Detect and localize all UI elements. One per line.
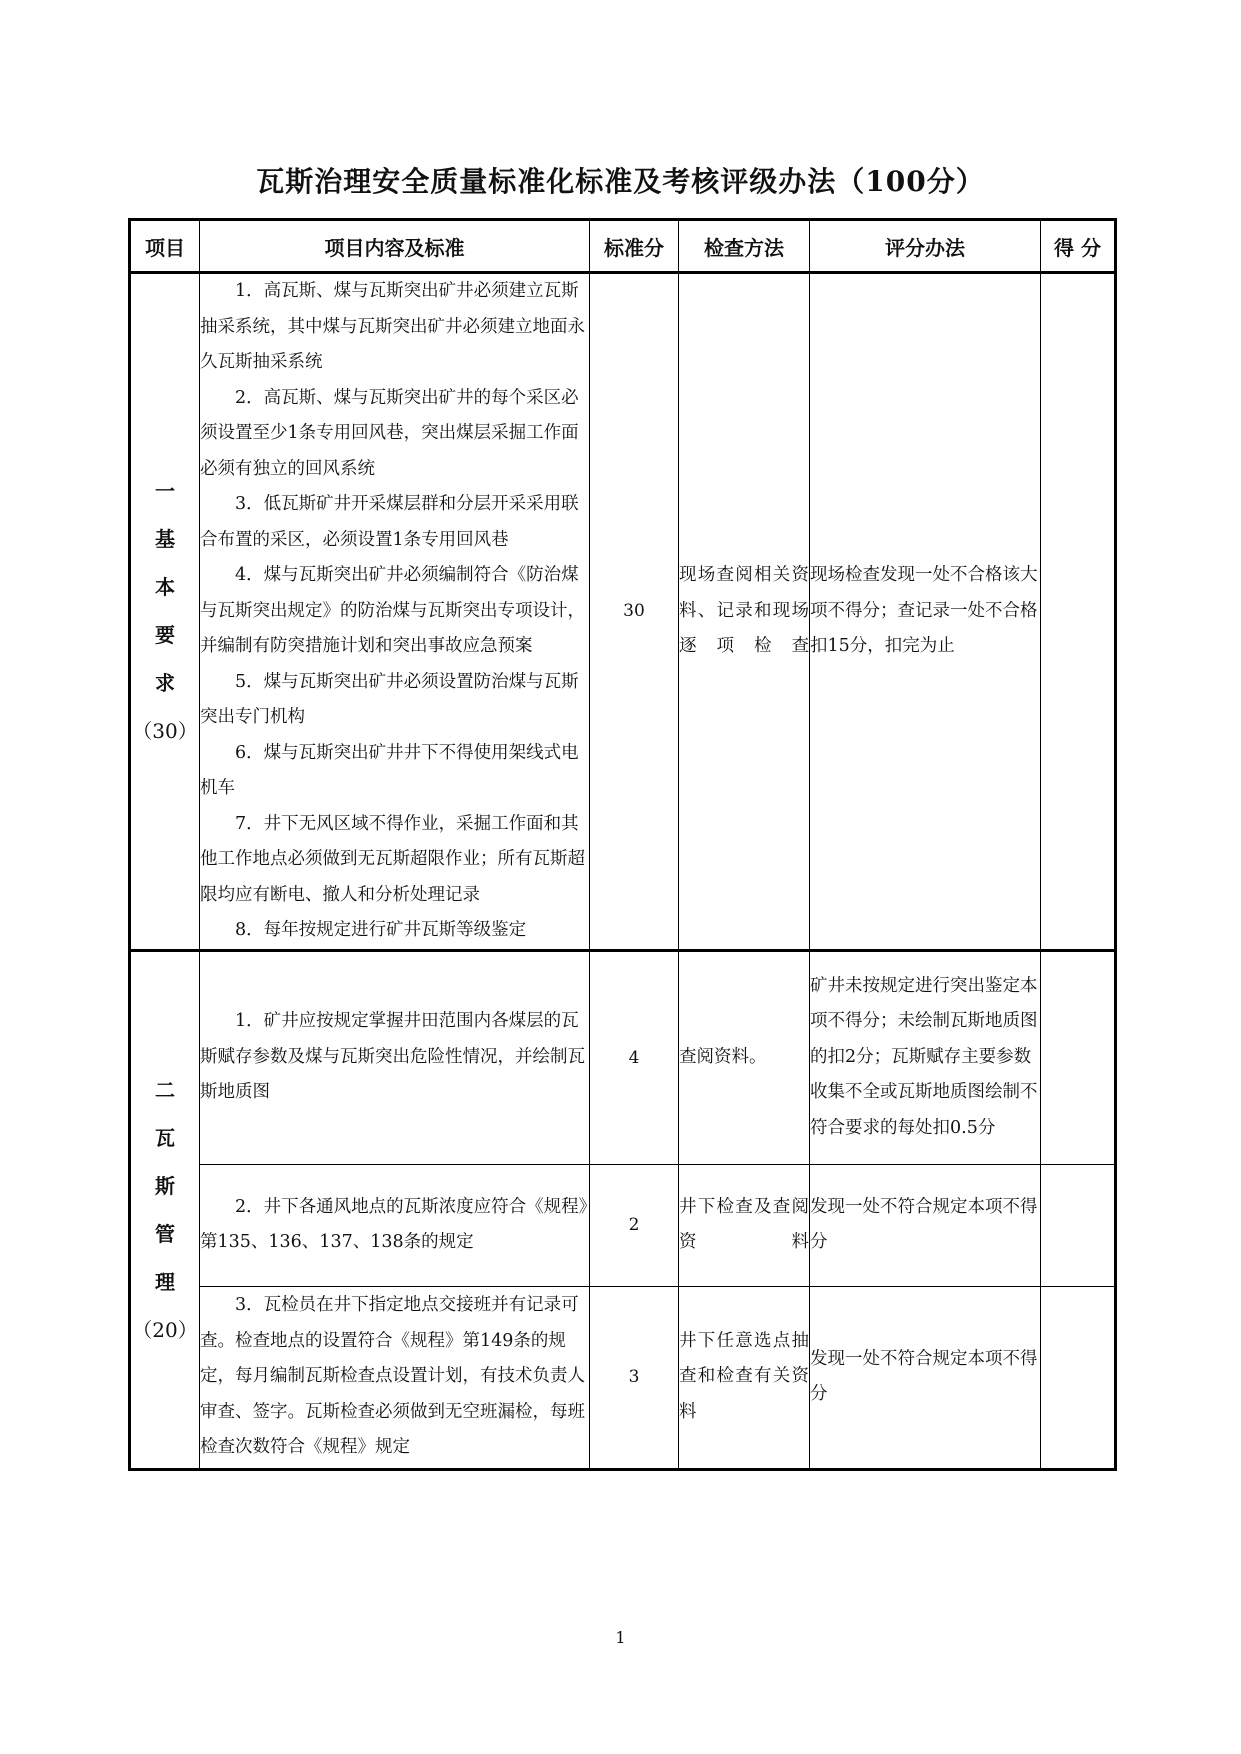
score-cell — [1041, 1164, 1116, 1286]
standards-table — [128, 218, 1117, 1471]
content-cell — [200, 950, 590, 1164]
section-name-char: 求 — [155, 671, 175, 696]
std-score-cell: 30 — [590, 273, 679, 951]
score-cell — [1041, 273, 1116, 951]
section-points: （30） — [132, 719, 198, 744]
page-title: 瓦斯治理安全质量标准化标准及考核评级办法（100分） — [256, 165, 985, 198]
section-points: （20） — [132, 1317, 198, 1342]
section-name-char: 理 — [155, 1269, 175, 1294]
method-cell: 查阅资料。 — [679, 950, 810, 1164]
section-label — [130, 273, 200, 951]
section-number: 一 — [155, 479, 175, 504]
std-score-cell: 4 — [590, 950, 679, 1164]
content-item: 2．井下各通风地点的瓦斯浓度应符合《规程》第135、136、137、138条的规定 — [200, 1196, 588, 1252]
content-item: 1．高瓦斯、煤与瓦斯突出矿井必须建立瓦斯抽采系统，其中煤与瓦斯突出矿井必须建立地面永久瓦斯抽采系统 — [200, 281, 585, 372]
std-score-cell: 2 — [590, 1164, 679, 1286]
content-item: 8．每年按规定进行矿井瓦斯等级鉴定 — [235, 920, 527, 940]
content-item: 5．煤与瓦斯突出矿井必须设置防治煤与瓦斯突出专门机构 — [200, 671, 579, 727]
section-name-char: 要 — [155, 623, 175, 648]
content-item: 7．井下无风区域不得作业，采掘工作面和其他工作地点必须做到无瓦斯超限作业；所有瓦斯超限均应有断电、撤人和分析处理记录 — [200, 813, 585, 905]
header-method: 检查方法 — [679, 220, 810, 273]
page-number: 1 — [615, 1628, 626, 1647]
score-cell — [1041, 1286, 1116, 1469]
section-name-char: 基 — [155, 527, 175, 552]
content-item: 3．瓦检员在井下指定地点交接班并有记录可查。检查地点的设置符合《规程》第149条的规定，每月编制瓦斯检查点设置计划，有技术负责人审查、签字。瓦斯检查必须做到无空班漏检，每班检查次数符合《规程》规定 — [200, 1295, 585, 1458]
method-cell: 井下检查及查阅资料 — [679, 1164, 810, 1286]
table-row — [130, 1164, 1116, 1286]
score-cell — [1041, 950, 1116, 1164]
table-row — [130, 950, 1116, 1164]
table-row — [130, 273, 1116, 951]
section-name-char: 本 — [155, 575, 175, 600]
method-cell: 现场查阅相关资料、记录和现场逐项检查 — [679, 273, 810, 951]
rule-cell: 发现一处不符合规定本项不得分 — [810, 1286, 1041, 1469]
content-cell — [200, 1286, 590, 1469]
rule-cell: 发现一处不符合规定本项不得分 — [810, 1164, 1041, 1286]
rule-cell: 矿井未按规定进行突出鉴定本项不得分；未绘制瓦斯地质图的扣2分；瓦斯赋存主要参数收集不全或瓦斯地质图绘制不符合要求的每处扣0.5分 — [810, 950, 1041, 1164]
method-cell: 井下任意选点抽查和检查有关资料 — [679, 1286, 810, 1469]
header-std-score: 标准分 — [590, 220, 679, 273]
content-cell — [200, 273, 590, 951]
section-name-char: 瓦 — [155, 1125, 175, 1150]
table-row — [130, 1286, 1116, 1469]
content-item: 1．矿井应按规定掌握井田范围内各煤层的瓦斯赋存参数及煤与瓦斯突出危险性情况，并绘制瓦斯地质图 — [200, 1011, 585, 1103]
content-item: 2．高瓦斯、煤与瓦斯突出矿井的每个采区必须设置至少1条专用回风巷，突出煤层采掘工作面必须有独立的回风系统 — [200, 387, 579, 479]
header-content: 项目内容及标准 — [200, 220, 590, 273]
header-rule: 评分办法 — [810, 220, 1041, 273]
std-score-cell: 3 — [590, 1286, 679, 1469]
header-item: 项目 — [130, 220, 200, 273]
table-header-row — [130, 220, 1116, 273]
header-score: 得 分 — [1041, 220, 1116, 273]
content-item: 4．煤与瓦斯突出矿井必须编制符合《防治煤与瓦斯突出规定》的防治煤与瓦斯突出专项设计，并编制有防突措施计划和突出事故应急预案 — [200, 565, 585, 656]
content-item: 3．低瓦斯矿井开采煤层群和分层开采采用联合布置的采区，必须设置1条专用回风巷 — [200, 494, 579, 550]
section-name-char: 管 — [155, 1221, 175, 1246]
content-cell — [200, 1164, 590, 1286]
section-number: 二 — [155, 1077, 175, 1102]
rule-cell: 现场检查发现一处不合格该大项不得分；查记录一处不合格扣15分，扣完为止 — [810, 273, 1041, 951]
section-name-char: 斯 — [155, 1173, 175, 1198]
content-item: 6．煤与瓦斯突出矿井井下不得使用架线式电机车 — [200, 742, 579, 798]
section-label — [130, 950, 200, 1469]
